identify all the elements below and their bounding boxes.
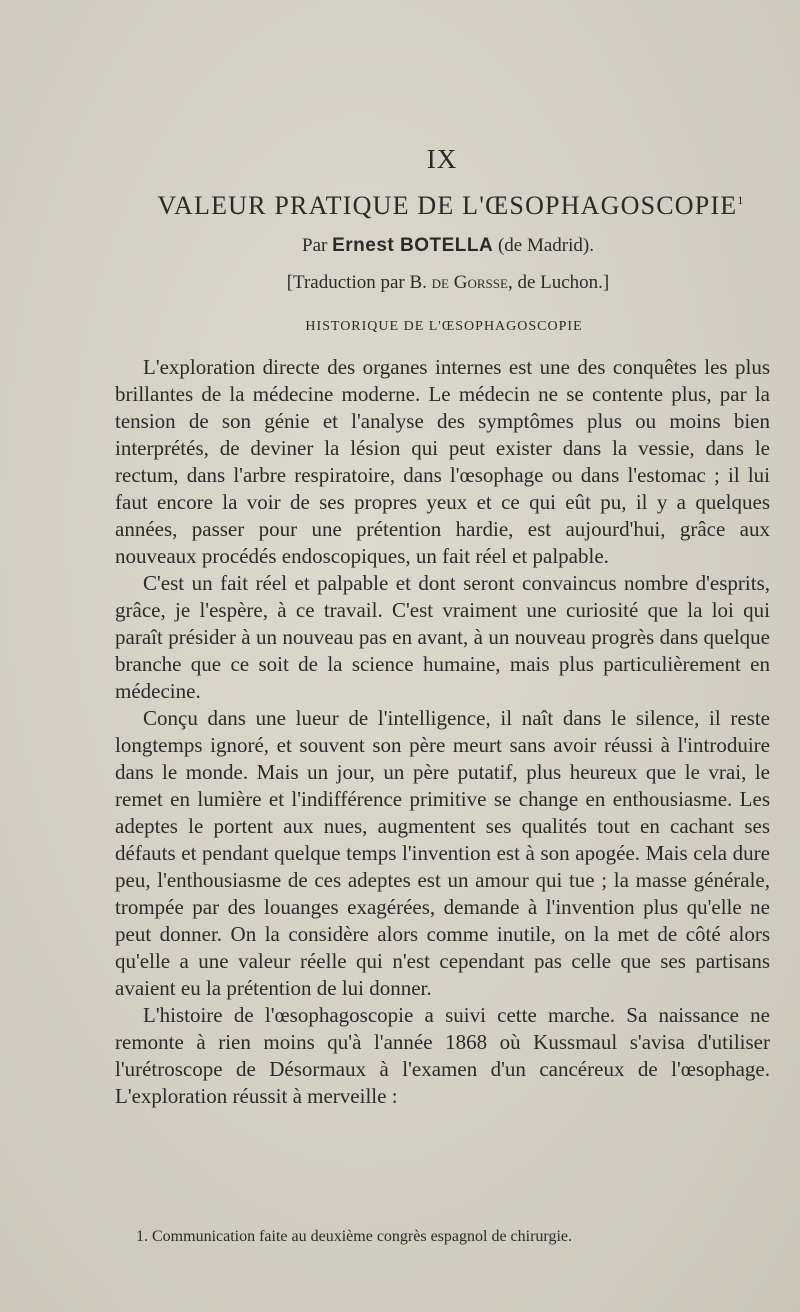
chapter-numeral: IX xyxy=(426,144,458,174)
author-affiliation: (de Madrid). xyxy=(497,235,594,256)
chapter-title-text: VALEUR PRATIQUE DE L'ŒSOPHAGOSCOPIE xyxy=(157,191,738,220)
paragraph: Conçu dans une lueur de l'intelligence, il naît dans le silence, il reste longtemps ignoré, et souvent son père meurt sans avoir réussi à l'introduire dans le monde. Mais un jour, un père putatif, plus heureux que le vrai, le remet en lumière et l'indifférence primitive se change en enthousiasme. Les adeptes le portent aux nues, augmentent ses qualités tout en cachant ses défauts et pendant quelque temps l'invention est à son apogée. Mais cela dure peu, l'enthousiasme de ces adeptes est un amour qui tue ; la masse générale, trompée par des louanges exagérées, demande à l'invention plus qu'elle ne peut donner. On la considère alors comme inutile, on la met de côté alors qu'elle a une valeur réelle qui n'est cependant pas celle que ses partisans avaient eu la prétention de lui donner. xyxy=(115,706,770,1000)
author-name: Ernest BOTELLA xyxy=(332,235,494,256)
translation-credit xyxy=(0,272,800,294)
paragraph: L'exploration directe des organes internes est une des conquêtes les plus brillantes de la médecine moderne. Le médecin ne se contente plus, par la tension de son génie et l'analyse des symptômes plus ou moins bien interprétés, de deviner la lésion qui peut exister dans la vessie, dans le rectum, dans l'arbre respiratoire, dans l'œsophage ou dans l'estomac ; il lui faut encore la voir de ses propres yeux et ce qui eût pu, il y a quelques années, passer pour une prétention hardie, est aujourd'hui, grâce aux nouveaux procédés endoscopiques, un fait réel et palpable. xyxy=(115,355,770,568)
footnote: 1. Communication faite au deuxième congrès espagnol de chirurgie. xyxy=(136,1228,573,1245)
byline-prefix: Par xyxy=(302,235,328,256)
translation-prefix: [Traduction par B. xyxy=(286,272,427,293)
translator-particle: de xyxy=(431,272,450,293)
paragraph: C'est un fait réel et palpable et dont seront convaincus nombre d'esprits, grâce, je l'espère, à ce travail. C'est vraiment une curiosité que la loi qui paraît présider à un nouveau pas en avant, à un nouveau progrès dans quelque branche que ce soit de la science humaine, mais plus particulièrement en médecine. xyxy=(115,571,770,703)
chapter-title xyxy=(0,191,800,221)
footnote-marker: 1 xyxy=(737,193,745,207)
byline xyxy=(0,235,800,257)
translator-name: Gorsse, xyxy=(453,272,513,293)
paragraph: L'histoire de l'œsophagoscopie a suivi cette marche. Sa naissance ne remonte à rien moins qu'à l'année 1868 où Kussmaul s'avisa d'utiliser l'urétroscope de Désormaux à l'examen d'un cancéreux de l'œsophage. L'exploration réussit à merveille : xyxy=(115,1003,770,1108)
translation-suffix: de Luchon.] xyxy=(517,272,610,293)
section-heading: HISTORIQUE DE L'ŒSOPHAGOSCOPIE xyxy=(305,319,583,334)
body-text xyxy=(115,354,770,1110)
